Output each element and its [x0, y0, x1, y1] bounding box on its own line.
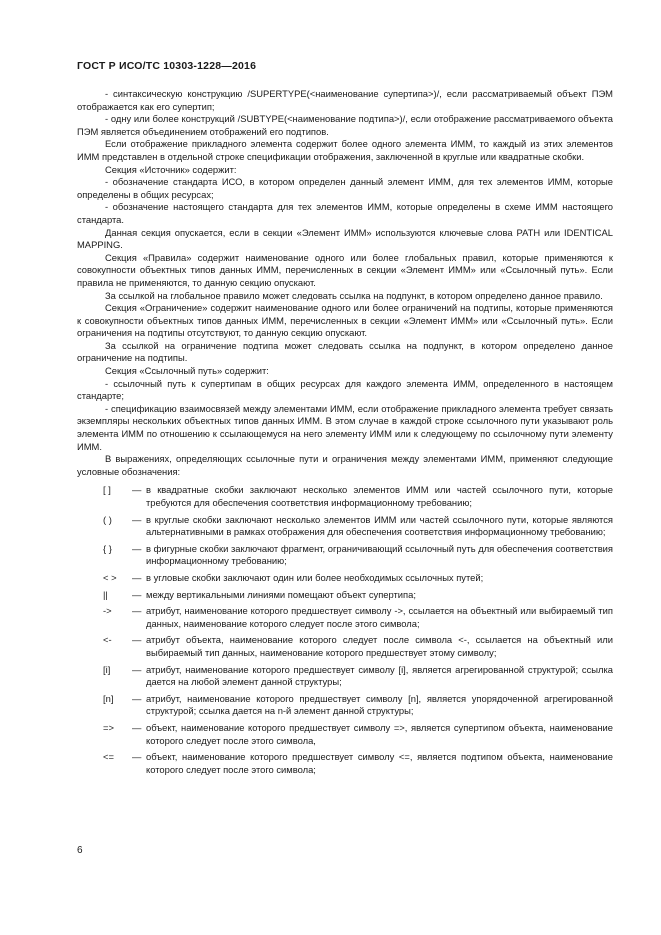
page-number: 6	[77, 845, 83, 856]
notation-dash: —	[132, 571, 142, 583]
notation-text: в квадратные скобки заключают несколько элементов ИММ или частей ссылочного пути, которые требуются для обеспечения соответствия информационному требованию;	[146, 484, 613, 508]
paragraph: Секция «Источник» содержит:	[105, 163, 237, 175]
notation-item	[77, 589, 613, 602]
notation-text: объект, наименование которого предшествует символу <=, является подтипом объекта, наименование которого следует после этого символа;	[146, 751, 613, 775]
notation-symbol: <-	[103, 634, 112, 646]
notation-dash: —	[132, 634, 142, 646]
document-body	[77, 88, 613, 780]
notation-symbol: [n]	[103, 692, 114, 704]
notation-item	[77, 572, 613, 585]
notation-symbol: ||	[103, 588, 108, 600]
paragraph: Секция «Ограничение» содержит наименование одного или более ограничений на подтипы, которые применяются к совокупности объектных типов данных ИММ, перечисленных в секции «Элемент ИММ» или «Ссылочный путь». Если ограничения на подтипы отсутствуют, то данную секцию опускают.	[77, 302, 613, 339]
notation-symbol: ->	[103, 605, 112, 617]
notation-dash: —	[132, 588, 142, 600]
notation-item	[77, 605, 613, 630]
notation-symbol: { }	[103, 542, 112, 554]
paragraph: - обозначение стандарта ИСО, в котором определен данный элемент ИММ, для тех элементов ИММ, которые определены в общих ресурсах;	[77, 176, 613, 200]
notation-text: в фигурные скобки заключают фрагмент, ограничивающий ссылочный путь для обеспечения соответствия информационному требованию;	[146, 542, 613, 567]
notation-symbol: =>	[103, 721, 114, 733]
paragraph: Секция «Правила» содержит наименование одного или более глобальных правил, которые применяются к совокупности объектных типов данных ИММ, перечисленных в секции «Элемент ИММ» или «Ссылочный путь». Если правила не применяются, то данную секцию опускают.	[77, 251, 613, 288]
notation-dash: —	[132, 605, 142, 617]
notation-dash: —	[132, 721, 142, 733]
paragraph: - спецификацию взаимосвязей между элементами ИММ, если отображение прикладного элемента требует связать экземпляры нескольких объектных типов данных ИММ. В этом случае в каждой строке ссылочного пути указывают роль элемента ИММ по отношению к ссылающемуся на него элементу ИММ или к следующему по ссылочному пути элементу ИММ.	[77, 402, 613, 452]
paragraph: Секция «Ссылочный путь» содержит:	[105, 365, 269, 377]
notation-text: атрибут, наименование которого предшествует символу [n], является упорядоченной агрегированной структурой; ссылка дается на n-й элемент данной структуры;	[146, 692, 613, 717]
paragraph: Данная секция опускается, если в секции «Элемент ИММ» используются ключевые слова PATH или IDENTICAL MAPPING.	[77, 226, 613, 251]
notation-dash: —	[132, 692, 142, 704]
notation-dash: —	[132, 484, 142, 496]
notation-text: между вертикальными линиями помещают объект супертипа;	[146, 588, 416, 600]
paragraph: За ссылкой на ограничение подтипа может следовать ссылка на подпункт, в котором определено данное ограничение на подтипы.	[77, 339, 613, 364]
paragraph: - обозначение настоящего стандарта для тех элементов ИММ, которые определены в схеме ИММ настоящего стандарта.	[77, 201, 613, 225]
notation-symbol: [ ]	[103, 484, 111, 496]
notation-item	[77, 664, 613, 689]
notation-item	[77, 722, 613, 747]
notation-dash: —	[132, 663, 142, 675]
notation-list	[77, 484, 613, 776]
notation-item	[77, 514, 613, 539]
notation-text: в круглые скобки заключают несколько элементов ИММ или частей ссылочного пути, которые являются альтернативными в рамках отображения для обеспечения соответствия информационному требованию;	[146, 513, 613, 538]
notation-item	[77, 693, 613, 718]
paragraph: За ссылкой на глобальное правило может следовать ссылка на подпункт, в котором определено данное правило.	[105, 289, 603, 301]
notation-text: атрибут, наименование которого предшествует символу [i], является агрегированной структурой; ссылка дается на любой элемент данной структуры;	[146, 663, 613, 688]
paragraph: - синтаксическую конструкцию /SUPERTYPE(<наименование супертипа>)/, если рассматриваемый объект ПЭМ отображается как его супертип;	[77, 88, 613, 112]
paragraph: В выражениях, определяющих ссылочные пути и ограничения между элементами ИММ, применяют следующие условные обозначения:	[77, 453, 613, 477]
document-header: ГОСТ Р ИСО/ТС 10303-1228—2016	[77, 60, 257, 72]
notation-dash: —	[132, 542, 142, 554]
paragraph: - ссылочный путь к супертипам в общих ресурсах для каждого элемента ИММ, определенного в настоящем стандарте;	[77, 377, 613, 402]
notation-symbol: <=	[103, 751, 114, 763]
notation-dash: —	[132, 513, 142, 525]
notation-item	[77, 484, 613, 509]
notation-symbol: < >	[103, 571, 117, 583]
notation-text: атрибут объекта, наименование которого следует после символа <-, ссылается на объектный или выбираемый тип данных, наименование которого предшествует этому символу;	[146, 634, 613, 658]
notation-symbol: [i]	[103, 663, 111, 675]
notation-symbol: ( )	[103, 513, 112, 525]
notation-dash: —	[132, 751, 142, 763]
paragraph: Если отображение прикладного элемента содержит более одного элемента ИММ, то каждый из этих элементов ИММ представлен в отдельной строке спецификации отображения, заключенной в круглые или квадратные скобки.	[77, 138, 613, 162]
notation-item	[77, 751, 613, 776]
notation-item	[77, 634, 613, 659]
notation-text: атрибут, наименование которого предшествует символу ->, ссылается на объектный или выбираемый тип данных, наименование которого следует после этого символа;	[146, 605, 613, 629]
notation-item	[77, 543, 613, 568]
paragraph: - одну или более конструкций /SUBTYPE(<наименование подтипа>)/, если отображение рассматриваемого объекта ПЭМ является объединением отображений его подтипов.	[77, 113, 613, 137]
notation-text: в угловые скобки заключают один или более необходимых ссылочных путей;	[146, 571, 484, 583]
notation-text: объект, наименование которого предшествует символу =>, является супертипом объекта, наименование которого следует после этого символа,	[146, 721, 613, 746]
